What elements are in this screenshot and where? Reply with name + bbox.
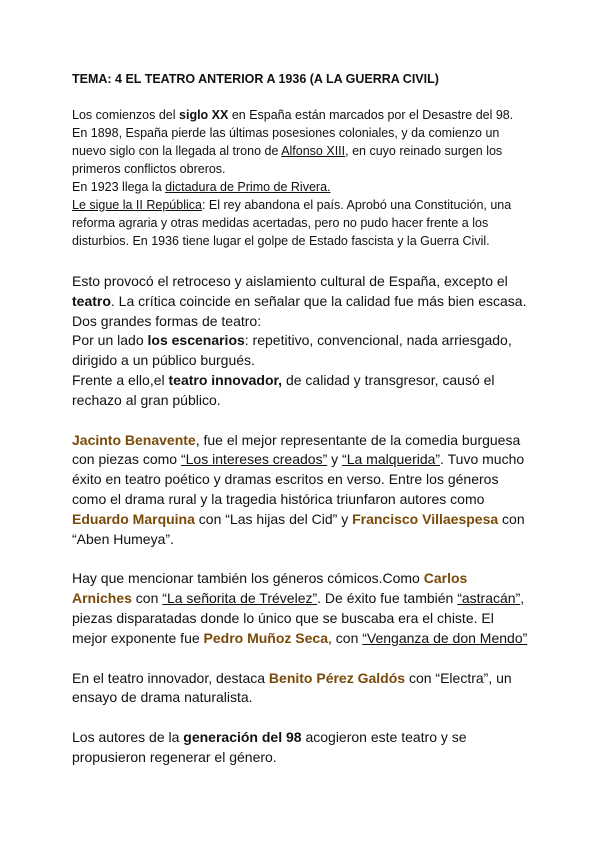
work-title: “La señorita de Trévelez” bbox=[162, 590, 318, 607]
work-title: “astracán” bbox=[457, 590, 521, 607]
paragraph-galdos bbox=[72, 669, 528, 709]
text: En 1923 llega la bbox=[72, 180, 166, 194]
text: y bbox=[327, 451, 343, 468]
text: de calidad y transgresor, causó el rechazo al gran público. bbox=[72, 371, 495, 408]
author-name: Benito Pérez Galdós bbox=[268, 669, 406, 686]
paragraph-republic bbox=[72, 196, 528, 250]
paragraph-cultural-isolation bbox=[72, 272, 528, 331]
text: En el teatro innovador, destaca bbox=[72, 669, 269, 686]
text: , en cuyo reinado surgen los primeros conflictos obreros. bbox=[72, 144, 503, 176]
text: , fue el mejor representante de la comedia burguesa con piezas como bbox=[72, 431, 521, 468]
author-name: Eduardo Marquina bbox=[72, 510, 195, 527]
paragraph-generacion-98 bbox=[72, 728, 528, 768]
page-title: TEMA: 4 EL TEATRO ANTERIOR A 1936 (A LA GUERRA CIVIL) bbox=[72, 72, 439, 86]
text: . De éxito fue también bbox=[317, 590, 458, 607]
text: , piezas disparatadas donde lo único que se buscaba era el chiste. El mejor exponente fue bbox=[72, 590, 525, 646]
text: Los comienzos del bbox=[72, 108, 180, 122]
paragraph-teatro-innovador bbox=[72, 371, 528, 411]
text: con bbox=[131, 590, 163, 607]
bold-term: siglo XX bbox=[179, 108, 229, 122]
text: con “Electra”, un ensayo de drama naturalista. bbox=[72, 669, 512, 706]
bold-term: teatro bbox=[72, 292, 111, 309]
text: , con bbox=[328, 629, 363, 646]
text: acogieron este teatro y se propusieron regenerar el género. bbox=[72, 729, 467, 765]
text: en España están marcados por el Desastre del 98. En 1898, España pierde las últimas posesiones coloniales, y da comienzo un nuevo siglo con la llegada al trono de bbox=[72, 108, 514, 158]
author-name: Francisco Villaespesa bbox=[352, 510, 499, 527]
paragraph-comic-genres bbox=[72, 569, 528, 648]
text: Hay que mencionar también los géneros cómicos.Como bbox=[72, 570, 424, 587]
text: : repetitivo, convencional, nada arriesgado, dirigido a un público burgués. bbox=[72, 332, 512, 369]
underlined-term: dictadura de Primo de Rivera. bbox=[165, 180, 331, 194]
text: : El rey abandona el país. Aprobó una Constitución, una reforma agraria y otras medidas acertadas, pero no pudo hacer frente a los disturbios. En 1936 tiene lugar el golpe de Estado fascista y la Guerra Civil. bbox=[72, 198, 512, 248]
text: Frente a ello,el bbox=[72, 371, 169, 388]
text: . La crítica coincide en señalar que la calidad fue más bien escasa. Dos grandes formas de teatro: bbox=[72, 292, 527, 329]
text: Por un lado bbox=[72, 332, 148, 349]
work-title: “Los intereses creados” bbox=[180, 451, 328, 468]
paragraph-benavente bbox=[72, 431, 528, 550]
work-title: “La malquerida” bbox=[342, 451, 441, 468]
author-name: Pedro Muñoz Seca bbox=[203, 629, 328, 646]
bold-term: generación del 98 bbox=[183, 729, 302, 746]
text: . Tuvo mucho éxito en teatro poético y dramas escritos en verso. Entre los géneros como el drama rural y la tragedia histórica triunfaron autores como bbox=[72, 451, 525, 507]
work-title: “Venganza de don Mendo” bbox=[362, 629, 528, 646]
paragraph-context bbox=[72, 106, 528, 178]
paragraph-escenarios bbox=[72, 331, 528, 371]
bold-term: los escenarios bbox=[147, 332, 245, 349]
author-name: Jacinto Benavente bbox=[72, 431, 196, 448]
text: con “Aben Humeya”. bbox=[72, 510, 525, 547]
paragraph-dictatorship bbox=[72, 178, 528, 196]
bold-term: teatro innovador, bbox=[168, 371, 283, 388]
underlined-term: Le sigue la II República bbox=[72, 198, 202, 212]
text: Los autores de la bbox=[72, 729, 184, 746]
underlined-term: Alfonso XIII bbox=[281, 144, 346, 158]
document-page bbox=[72, 72, 528, 768]
author-name: Carlos Arniches bbox=[72, 570, 468, 607]
text: con “Las hijas del Cid” y bbox=[194, 510, 353, 527]
text: Esto provocó el retroceso y aislamiento cultural de España, excepto el bbox=[72, 273, 508, 289]
